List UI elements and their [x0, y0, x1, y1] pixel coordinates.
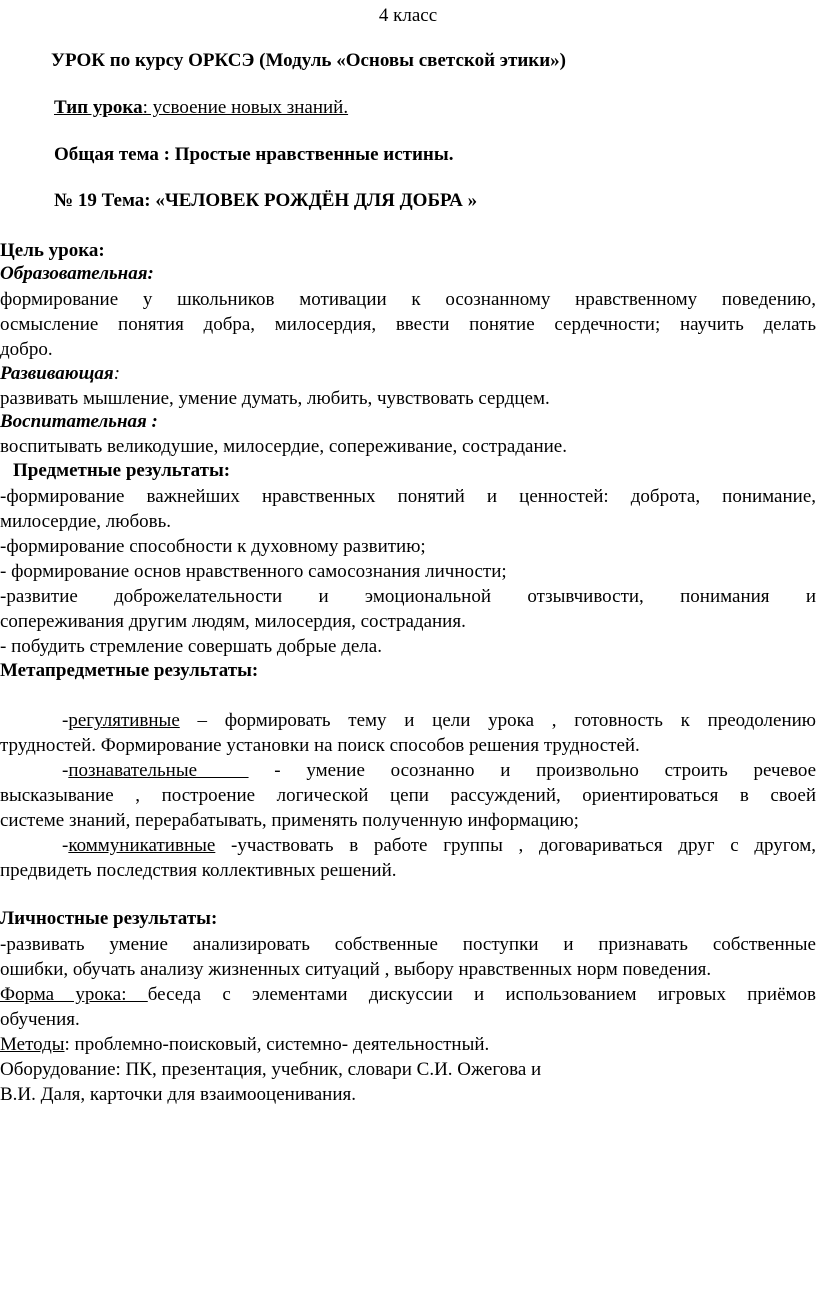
regulatory-rest: – формировать тему и цели урока , готовность к преодолению — [179, 710, 816, 731]
subject-result-line: -развитие доброжелательности и эмоциональной отзывчивости, понимания и — [0, 586, 816, 607]
regulatory-label: регулятивные — [68, 710, 180, 731]
communicative-line2: предвидеть последствия коллективных решений. — [0, 860, 397, 881]
subject-result-line: - формирование основ нравственного самосознания личности; — [0, 561, 507, 582]
goals-heading: Цель урока: — [0, 240, 105, 261]
lesson-topic: № 19 Тема: «ЧЕЛОВЕК РОЖДЁН ДЛЯ ДОБРА » — [54, 190, 478, 211]
lesson-form-label: Форма урока: — [0, 984, 148, 1005]
upbringing-text: воспитывать великодушие, милосердие, сопереживание, сострадание. — [0, 436, 567, 457]
subject-result-line: -формирование способности к духовному развитию; — [0, 536, 426, 557]
personal-result-line: -развивать умение анализировать собственные поступки и признавать собственные — [0, 934, 816, 955]
lesson-type-label: Тип урока — [54, 97, 143, 118]
communicative-label: коммуникативные — [68, 835, 216, 856]
regulatory-line2: трудностей. Формирование установки на поиск способов решения трудностей. — [0, 735, 640, 756]
educational-line: добро. — [0, 339, 53, 360]
subject-result-line: милосердие, любовь. — [0, 511, 171, 532]
lesson-type — [54, 96, 794, 120]
communicative-line — [62, 834, 816, 858]
cognitive-line2: высказывание , построение логической цепи рассуждений, ориентироваться в своей — [0, 785, 816, 806]
communicative-rest: -участвовать в работе группы , договариваться друг с другом, — [215, 835, 816, 856]
communicative-dash: - — [62, 835, 69, 856]
cognitive-line — [62, 759, 816, 783]
cognitive-label: познавательные — [68, 760, 249, 781]
developing-text: развивать мышление, умение думать, любить, чувствовать сердцем. — [0, 388, 550, 409]
general-topic: Общая тема : Простые нравственные истины. — [54, 144, 454, 165]
educational-line: осмысление понятия добра, милосердия, ввести понятие сердечности; научить делать — [0, 314, 816, 335]
developing-label: Развивающая — [0, 363, 114, 384]
methods-rest: : проблемно-поисковый, системно- деятельностный. — [64, 1034, 490, 1055]
subject-result-line: -формирование важнейших нравственных понятий и ценностей: доброта, понимание, — [0, 486, 816, 507]
regulatory-dash: - — [62, 710, 69, 731]
upbringing-label: Воспитательная : — [0, 411, 158, 432]
cognitive-dash: - — [62, 760, 69, 781]
personal-results-heading: Личностные результаты: — [0, 908, 218, 929]
developing-colon: : — [113, 363, 121, 384]
regulatory-line — [62, 709, 816, 733]
developing-label-line — [0, 362, 816, 386]
meta-results-heading: Метапредметные результаты: — [0, 660, 259, 681]
equipment-line: Оборудование: ПК, презентация, учебник, словари С.И. Ожегова и — [0, 1059, 542, 1080]
subject-result-line: сопереживания другим людям, милосердия, сострадания. — [0, 611, 466, 632]
lesson-type-value: : усвоение новых знаний. — [142, 97, 349, 118]
educational-label: Образовательная: — [0, 263, 154, 284]
grade-label: 4 класс — [378, 5, 438, 26]
lesson-title: УРОК по курсу ОРКСЭ (Модуль «Основы светской этики») — [51, 50, 566, 71]
cognitive-line3: системе знаний, перерабатывать, применять полученную информацию; — [0, 810, 579, 831]
lesson-form-line2: обучения. — [0, 1009, 80, 1030]
lesson-form-line — [0, 983, 816, 1007]
personal-result-line: ошибки, обучать анализу жизненных ситуаций , выбору нравственных норм поведения. — [0, 959, 712, 980]
cognitive-rest: - умение осознанно и произвольно строить речевое — [248, 760, 816, 781]
subject-results-heading: Предметные результаты: — [13, 460, 231, 481]
subject-result-line: - побудить стремление совершать добрые дела. — [0, 636, 382, 657]
methods-line — [0, 1033, 816, 1057]
educational-line: формирование у школьников мотивации к осознанному нравственному поведению, — [0, 289, 816, 310]
equipment-line2: В.И. Даля, карточки для взаимооценивания. — [0, 1084, 356, 1105]
methods-label: Методы — [0, 1034, 65, 1055]
lesson-form-rest: беседа с элементами дискуссии и использованием игровых приёмов — [147, 984, 816, 1005]
